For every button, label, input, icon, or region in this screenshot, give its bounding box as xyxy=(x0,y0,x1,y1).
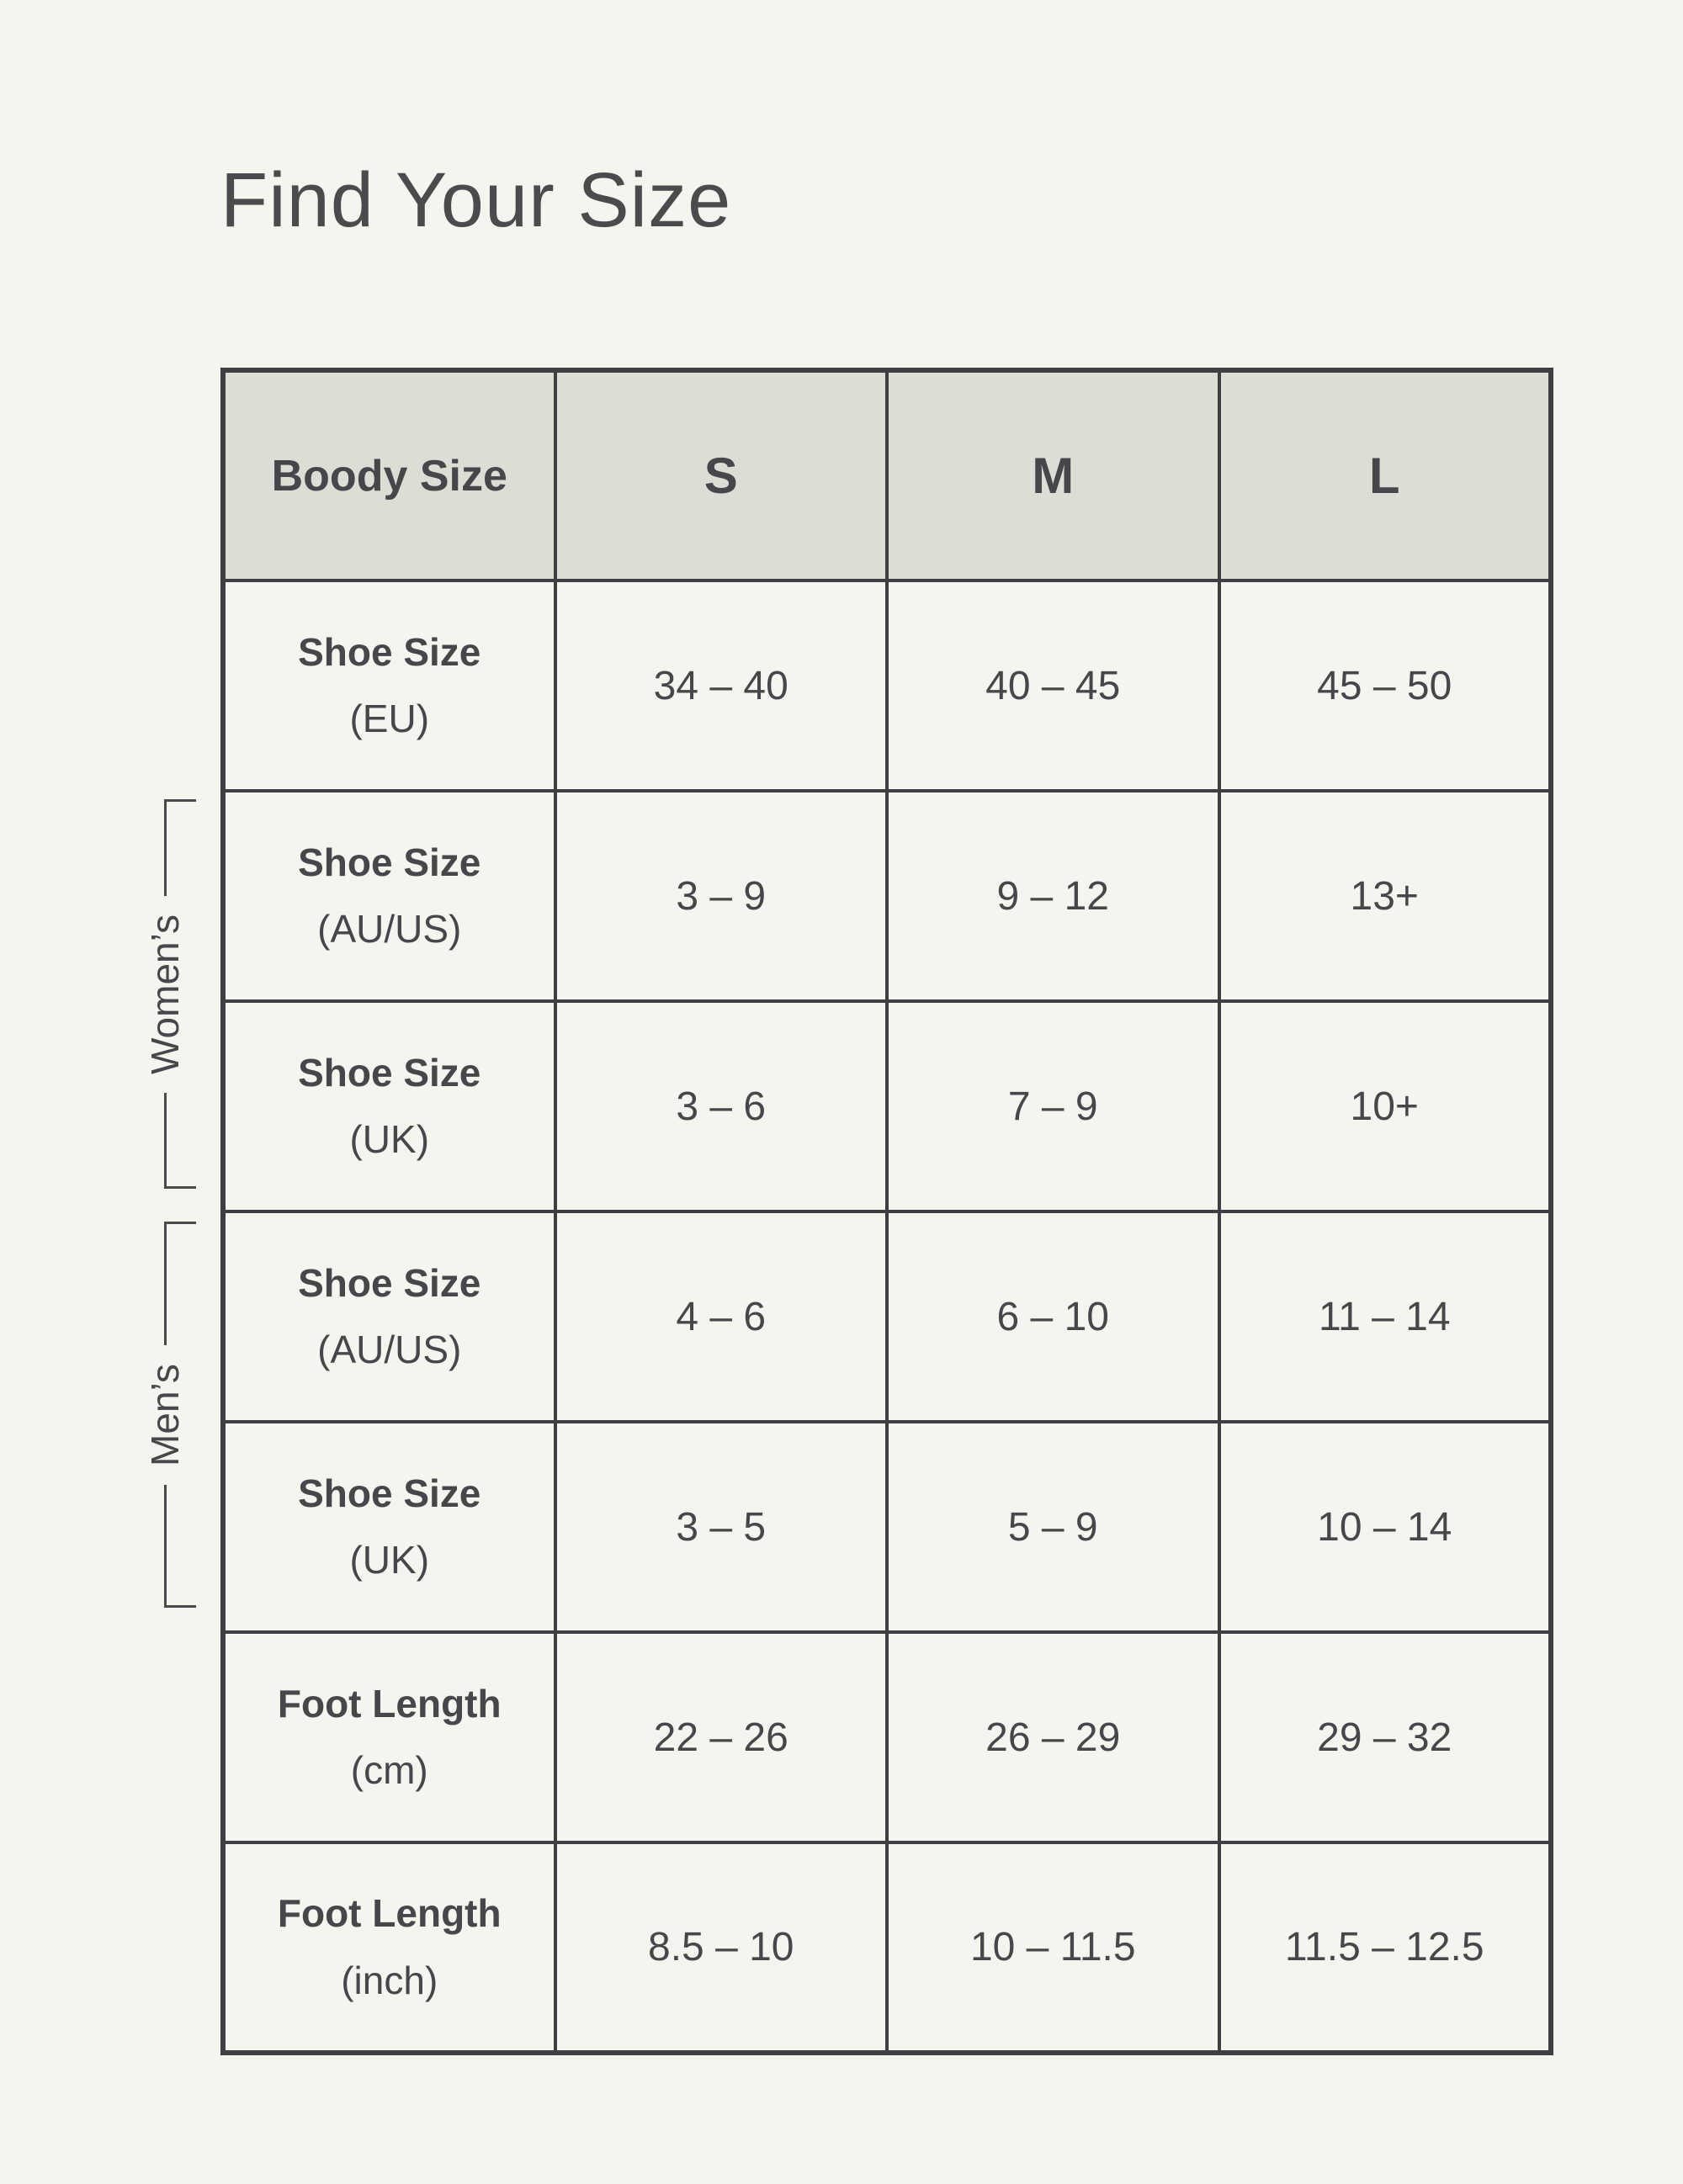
table-row-mens-shoe-size-uk xyxy=(223,1422,1551,1632)
row-label: Shoe Size xyxy=(298,1471,481,1515)
size-value-cell: 13+ xyxy=(1219,791,1552,1001)
row-label-cell xyxy=(223,1001,555,1211)
row-sublabel: (AU/US) xyxy=(317,907,462,951)
size-value-cell: 5 – 9 xyxy=(887,1422,1219,1632)
row-label-cell xyxy=(223,1422,555,1632)
size-value-cell: 7 – 9 xyxy=(887,1001,1219,1211)
row-label: Shoe Size xyxy=(298,629,481,674)
row-label: Shoe Size xyxy=(298,840,481,884)
row-sublabel: (EU) xyxy=(349,697,430,740)
table-row-foot-length-inch xyxy=(223,1842,1551,2053)
row-sublabel: (UK) xyxy=(349,1538,430,1582)
row-sublabel: (cm) xyxy=(350,1748,428,1792)
row-label: Foot Length xyxy=(277,1681,502,1725)
row-label-cell xyxy=(223,1211,555,1422)
size-value-cell: 8.5 – 10 xyxy=(555,1842,888,2053)
size-value-cell: 45 – 50 xyxy=(1219,580,1552,791)
size-chart-table xyxy=(220,368,1553,2055)
size-value-cell: 11.5 – 12.5 xyxy=(1219,1842,1552,2053)
row-sublabel: (inch) xyxy=(341,1958,438,2002)
womens-group-label: Women’s xyxy=(134,895,196,1092)
size-value-cell: 10 – 11.5 xyxy=(887,1842,1219,2053)
page-title: Find Your Size xyxy=(220,157,732,243)
table-header-row xyxy=(223,370,1551,580)
row-label-cell xyxy=(223,791,555,1001)
size-value-cell: 4 – 6 xyxy=(555,1211,888,1422)
size-value-cell: 11 – 14 xyxy=(1219,1211,1552,1422)
row-label: Foot Length xyxy=(277,1891,502,1936)
womens-group-bracket xyxy=(143,799,196,1189)
table-row-foot-length-cm xyxy=(223,1632,1551,1842)
row-sublabel: (UK) xyxy=(349,1117,430,1161)
size-value-cell: 3 – 6 xyxy=(555,1001,888,1211)
size-value-cell: 22 – 26 xyxy=(555,1632,888,1842)
size-value-cell: 9 – 12 xyxy=(887,791,1219,1001)
header-cell-size-s: S xyxy=(555,370,888,580)
size-value-cell: 6 – 10 xyxy=(887,1211,1219,1422)
header-cell-boody-size: Boody Size xyxy=(223,370,555,580)
table-row-womens-shoe-size-uk xyxy=(223,1001,1551,1211)
mens-group-bracket xyxy=(143,1222,196,1608)
size-value-cell: 3 – 9 xyxy=(555,791,888,1001)
size-value-cell: 10 – 14 xyxy=(1219,1422,1552,1632)
row-label: Shoe Size xyxy=(298,1260,481,1305)
size-value-cell: 29 – 32 xyxy=(1219,1632,1552,1842)
header-cell-size-l: L xyxy=(1219,370,1552,580)
header-cell-size-m: M xyxy=(887,370,1219,580)
row-label-cell xyxy=(223,1842,555,2053)
table-row-shoe-size-eu xyxy=(223,580,1551,791)
size-value-cell: 26 – 29 xyxy=(887,1632,1219,1842)
size-value-cell: 34 – 40 xyxy=(555,580,888,791)
size-value-cell: 3 – 5 xyxy=(555,1422,888,1632)
table-row-womens-shoe-size-au-us xyxy=(223,791,1551,1001)
row-label-cell xyxy=(223,1632,555,1842)
mens-group-label: Men’s xyxy=(134,1345,196,1485)
size-value-cell: 40 – 45 xyxy=(887,580,1219,791)
row-sublabel: (AU/US) xyxy=(317,1328,462,1371)
size-value-cell: 10+ xyxy=(1219,1001,1552,1211)
table-row-mens-shoe-size-au-us xyxy=(223,1211,1551,1422)
row-label: Shoe Size xyxy=(298,1050,481,1095)
row-label-cell xyxy=(223,580,555,791)
